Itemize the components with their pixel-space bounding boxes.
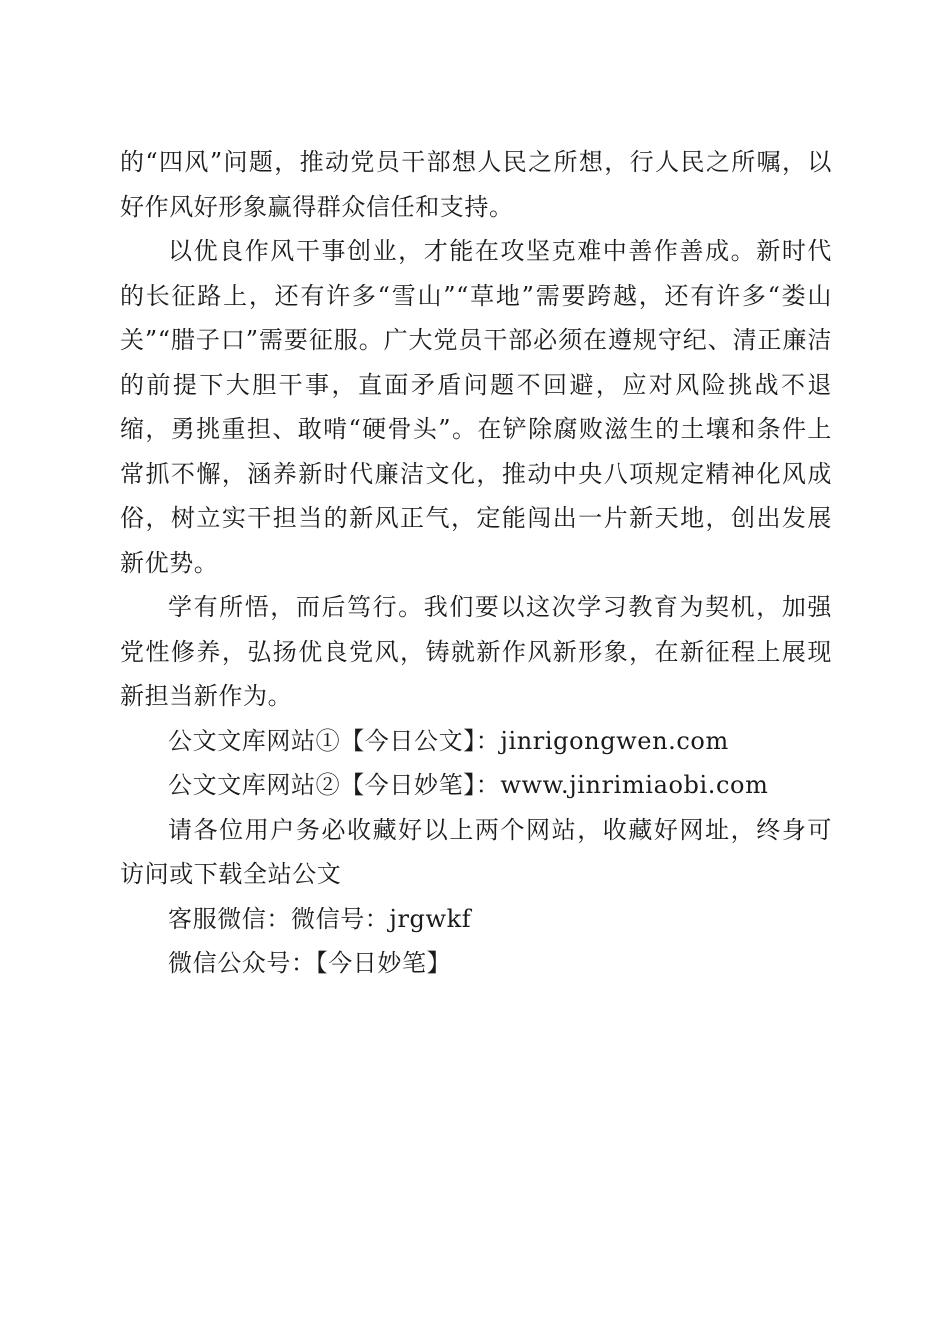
paragraph-work-style: 以优良作风干事创业，才能在攻坚克难中善作善成。新时代的长征路上，还有许多“雪山”“草地”需要跨越，还有许多“娄山关”“腊子口”需要征服。广大党员干部必须在遵规守纪、清正廉洁的前提下大胆干事，直面矛盾问题不回避，应对风险挑战不退缩，勇挑重担、敢啃“硬骨头”。在铲除腐败滋生的土壤和条件上常抓不懈，涵养新时代廉洁文化，推动中央八项规定精神化风成俗，树立实干担当的新风正气，定能闯出一片新天地，创出发展新优势。 bbox=[120, 237, 832, 577]
bookmark-notice: 请各位用户务必收藏好以上两个网站，收藏好网址，终身可访问或下载全站公文 bbox=[120, 815, 832, 888]
wechat-service-id: 客服微信：微信号：jrgwkf bbox=[168, 904, 472, 933]
paragraph-conclusion: 学有所悟，而后笃行。我们要以这次学习教育为契机，加强党性修养，弘扬优良党风，铸就新作风新形象，在新征程上展现新担当新作为。 bbox=[120, 593, 832, 710]
wechat-official-account: 微信公众号：【今日妙笔】 bbox=[168, 949, 452, 977]
website-link-2: 公文文库网站②【今日妙笔】：www.jinrimiaobi.com bbox=[168, 771, 769, 799]
document-body bbox=[120, 140, 832, 986]
paragraph-continuation: 的“四风”问题，推动党员干部想人民之所想，行人民之所嘱，以好作风好形象赢得群众信任和支持。 bbox=[120, 148, 832, 221]
website-link-1: 公文文库网站①【今日公文】：jinrigongwen.com bbox=[168, 726, 729, 755]
